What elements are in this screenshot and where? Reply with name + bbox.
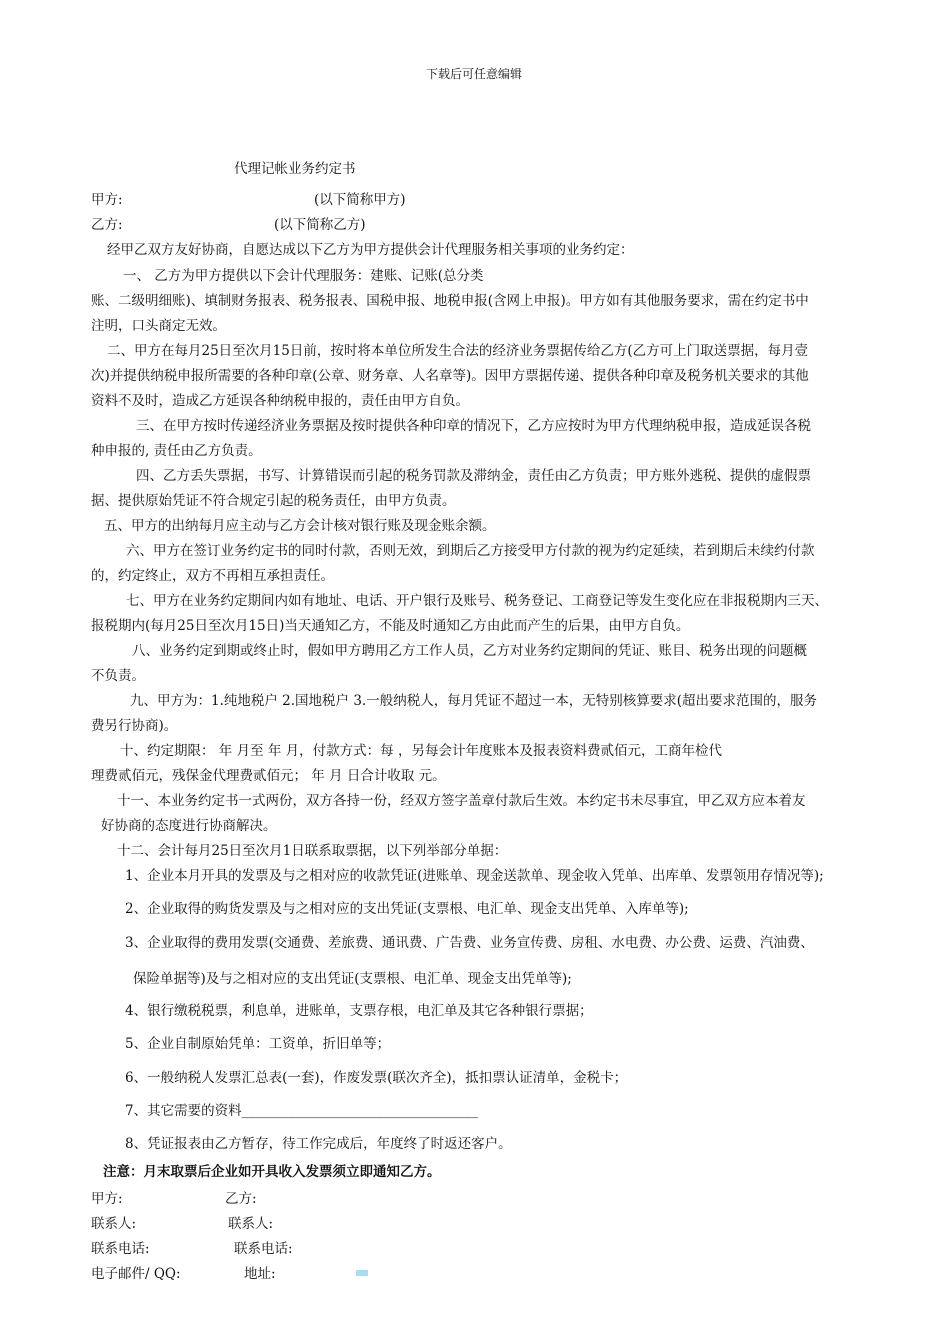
clause-2-line: 次)并提供纳税申报所需要的各种印章(公章、财务章、人名章等)。因甲方票据传递、提供各种印章及税务机关要求的其他 [91, 368, 809, 384]
clause-4-line: 据、提供原始凭证不符合规定引起的税务责任，由甲方负责。 [91, 493, 456, 509]
clause-8-line: 八、业务约定到期或终止时，假如甲方聘用乙方工作人员，乙方对业务约定期间的凭证、账目、税务出现的问题概 [132, 643, 807, 659]
notice: 注意：月末取票后企业如开具收入发票须立即通知乙方。 [103, 1164, 441, 1180]
document-title: 代理记帐业务约定书 [234, 161, 356, 177]
sign-email-a: 电子邮件/ QQ: [91, 1266, 181, 1282]
list-item: 6、一般纳税人发票汇总表(一套)，作废发票(联次齐全)，抵扣票认证清单，金税卡； [125, 1070, 628, 1086]
clause-11-line: 十一、本业务约定书一式两份，双方各持一份，经双方签字盖章付款后生效。本约定书未尽事宜，甲乙双方应本着友 [117, 793, 806, 809]
header-note: 下载后可任意编辑 [426, 67, 523, 81]
party-a-label: 甲方: [91, 192, 123, 208]
list-item: 保险单据等)及与之相对应的支出凭证(支票根、电汇单、现金支出凭单等); [133, 971, 572, 987]
sign-contact-b: 联系人: [228, 1216, 274, 1232]
clause-3-line: 三、在甲方按时传递经济业务票据及按时提供各种印章的情况下，乙方应按时为甲方代理纳税申报，造成延误各税 [136, 418, 811, 434]
clause-2-line: 资料不及时，造成乙方延误各种纳税申报的，责任由甲方自负。 [91, 393, 469, 409]
party-a-alias: (以下简称甲方) [314, 192, 406, 208]
clause-6-line: 六、甲方在签订业务约定书的同时付款，否则无效，到期后乙方接受甲方付款的视为约定延续，若到期后未续约付款 [126, 543, 815, 559]
list-item: 5、企业自制原始凭单：工资单，折旧单等； [125, 1036, 391, 1052]
list-item: 2、企业取得的购货发票及与之相对应的支出凭证(支票根、电汇单、现金支出凭单、入库单等); [125, 901, 689, 917]
clause-9-line: 费另行协商)。 [91, 718, 178, 734]
clause-5-line: 五、甲方的出纳每月应主动与乙方会计核对银行账及现金账余额。 [104, 518, 496, 534]
list-item: 4、银行缴税税票，利息单，进账单，支票存根，电汇单及其它各种银行票据； [125, 1003, 593, 1019]
clause-7-line: 七、甲方在业务约定期间内如有地址、电话、开户银行及账号、税务登记、工商登记等发生变化应在非报税期内三天、 [126, 593, 828, 609]
clause-8-line: 不负责。 [91, 668, 145, 684]
intro-paragraph: 经甲乙双方友好协商，自愿达成以下乙方为甲方提供会计代理服务相关事项的业务约定： [107, 242, 634, 258]
clause-11-line: 好协商的态度进行协商解决。 [101, 818, 277, 834]
highlight-mark [356, 1270, 368, 1276]
clause-7-line: 报税期内(每月25日至次月15日)当天通知乙方，不能及时通知乙方由此而产生的后果，由甲方自负。 [91, 618, 690, 634]
list-item: 1、企业本月开具的发票及与之相对应的收款凭证(进账单、现金送款单、现金收入凭单、出库单、发票领用存情况等); [125, 868, 824, 884]
clause-10-line: 十、约定期限： 年 月至 年 月，付款方式：每 ，另每会计年度账本及报表资料费贰佰元，工商年检代 [120, 743, 722, 759]
sign-phone-a: 联系电话: [91, 1241, 150, 1257]
list-item: 8、凭证报表由乙方暂存，待工作完成后，年度终了时返还客户。 [125, 1136, 512, 1152]
party-b-alias: (以下简称乙方) [274, 217, 366, 233]
sign-party-b: 乙方: [225, 1191, 257, 1207]
list-item: 7、其它需要的资料___________________________________ [125, 1103, 478, 1119]
clause-12-line: 十二、会计每月25日至次月1日联系取票据，以下列举部分单据： [117, 843, 508, 859]
clause-2-line: 二、甲方在每月25日至次月15日前，按时将本单位所发生合法的经济业务票据传给乙方(乙方可上门取送票据，每月壹 [107, 343, 809, 359]
clause-1-line: 注明，口头商定无效。 [91, 318, 226, 334]
sign-contact-a: 联系人: [91, 1216, 137, 1232]
sign-party-a: 甲方: [91, 1191, 123, 1207]
sign-phone-b: 联系电话: [234, 1241, 293, 1257]
list-item: 3、企业取得的费用发票(交通费、差旅费、通讯费、广告费、业务宣传费、房租、水电费、办公费、运费、汽油费、 [125, 935, 814, 951]
clause-10-line: 理费贰佰元，残保金代理费贰佰元； 年 月 日合计收取 元。 [91, 768, 446, 784]
clause-3-line: 种申报的, 责任由乙方负责。 [91, 443, 262, 459]
sign-address-b: 地址: [244, 1266, 276, 1282]
clause-1-line: 一、 乙方为甲方提供以下会计代理服务：建账、记账(总分类 [123, 268, 484, 284]
clause-1-line: 账、二级明细账)、填制财务报表、税务报表、国税申报、地税申报(含网上申报)。甲方如有其他服务要求，需在约定书中 [91, 293, 809, 309]
clause-6-line: 的，约定终止，双方不再相互承担责任。 [91, 568, 334, 584]
clause-4-line: 四、乙方丢失票据，书写、计算错误而引起的税务罚款及滞纳金，责任由乙方负责；甲方账外逃税、提供的虚假票 [136, 468, 811, 484]
party-b-label: 乙方: [91, 217, 123, 233]
clause-9-line: 九、甲方为：1.纯地税户 2.国地税户 3.一般纳税人，每月凭证不超过一本，无特别核算要求(超出要求范围的，服务 [130, 693, 817, 709]
